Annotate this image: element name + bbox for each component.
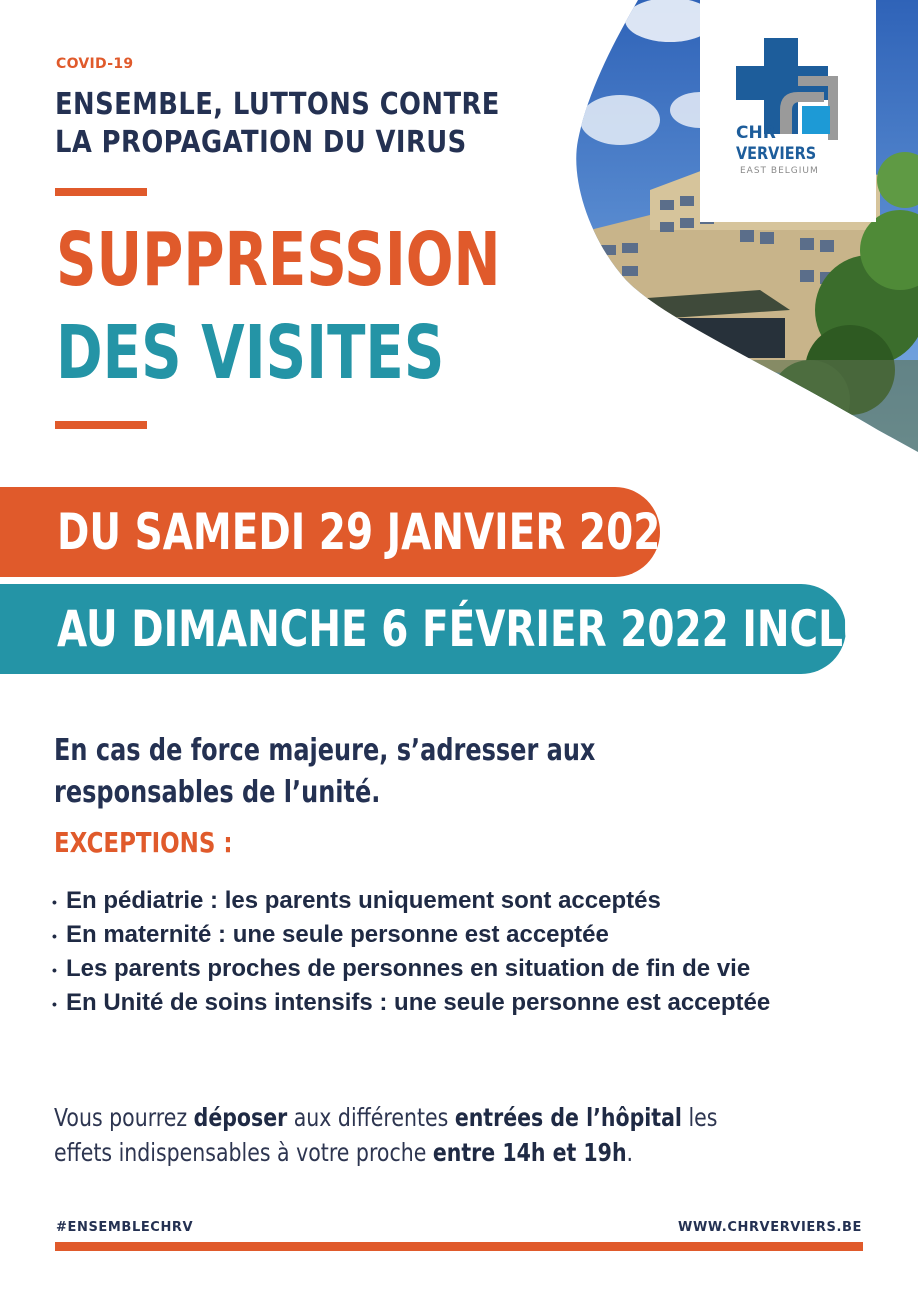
logo-box xyxy=(700,0,876,222)
deposit-paragraph xyxy=(54,1100,776,1170)
deposit-bold: déposer xyxy=(193,1103,288,1132)
subtitle xyxy=(55,86,500,162)
deposit-bold: entrées de l’hôpital xyxy=(454,1103,682,1132)
date-from-band xyxy=(0,487,688,577)
kicker: COVID-19 xyxy=(56,56,134,72)
bullet-icon: • xyxy=(52,894,57,910)
deposit-text: . xyxy=(626,1138,634,1167)
logo-text-verviers: VERVIERS xyxy=(736,144,817,164)
bullet-icon: • xyxy=(52,962,57,978)
list-item xyxy=(52,953,832,985)
headline-line-1: SUPPRESSION xyxy=(56,217,501,303)
date-to-text: AU DIMANCHE 6 FÉVRIER 2022 INCLUS xyxy=(57,600,902,658)
deposit-text: aux différentes xyxy=(287,1103,455,1132)
list-item-text: En pédiatrie : les parents uniquement sont acceptés xyxy=(66,887,661,914)
exceptions-heading: EXCEPTIONS : xyxy=(54,826,233,859)
deposit-text: Vous pourrez xyxy=(54,1103,194,1132)
bullet-icon: • xyxy=(52,928,57,944)
footer-divider xyxy=(55,1242,863,1251)
list-item xyxy=(52,919,832,951)
subtitle-line-1: ENSEMBLE, LUTTONS CONTRE xyxy=(55,87,500,122)
website-link[interactable]: WWW.CHRVERVIERS.BE xyxy=(678,1220,862,1235)
exceptions-list xyxy=(52,885,832,1021)
logo-text-east-belgium: EAST BELGIUM xyxy=(740,166,819,176)
headline-line-2: DES VISITES xyxy=(56,310,445,396)
top-divider xyxy=(55,188,147,196)
list-item-text: En maternité : une seule personne est acceptée xyxy=(66,921,609,948)
chr-cross-logo-icon xyxy=(700,0,876,222)
list-item xyxy=(52,987,832,1019)
date-to-band xyxy=(0,584,902,674)
list-item-text: Les parents proches de personnes en situation de fin de vie xyxy=(66,955,751,982)
bottom-divider xyxy=(55,421,147,429)
date-from-text: DU SAMEDI 29 JANVIER 2022 xyxy=(57,503,688,561)
list-item-text: En Unité de soins intensifs : une seule personne est acceptée xyxy=(66,989,771,1016)
list-item xyxy=(52,885,832,917)
deposit-bold: entre 14h et 19h xyxy=(432,1138,627,1167)
bullet-icon: • xyxy=(52,996,57,1012)
hashtag: #ENSEMBLECHRV xyxy=(56,1220,194,1235)
logo-text-chr: CHR xyxy=(736,123,776,143)
subtitle-line-2: LA PROPAGATION DU VIRUS xyxy=(55,125,467,160)
deposit-text: les effets indispensables à votre proche xyxy=(54,1103,718,1167)
lead-paragraph: En cas de force majeure, s’adresser aux responsables de l’unité. xyxy=(54,733,596,810)
